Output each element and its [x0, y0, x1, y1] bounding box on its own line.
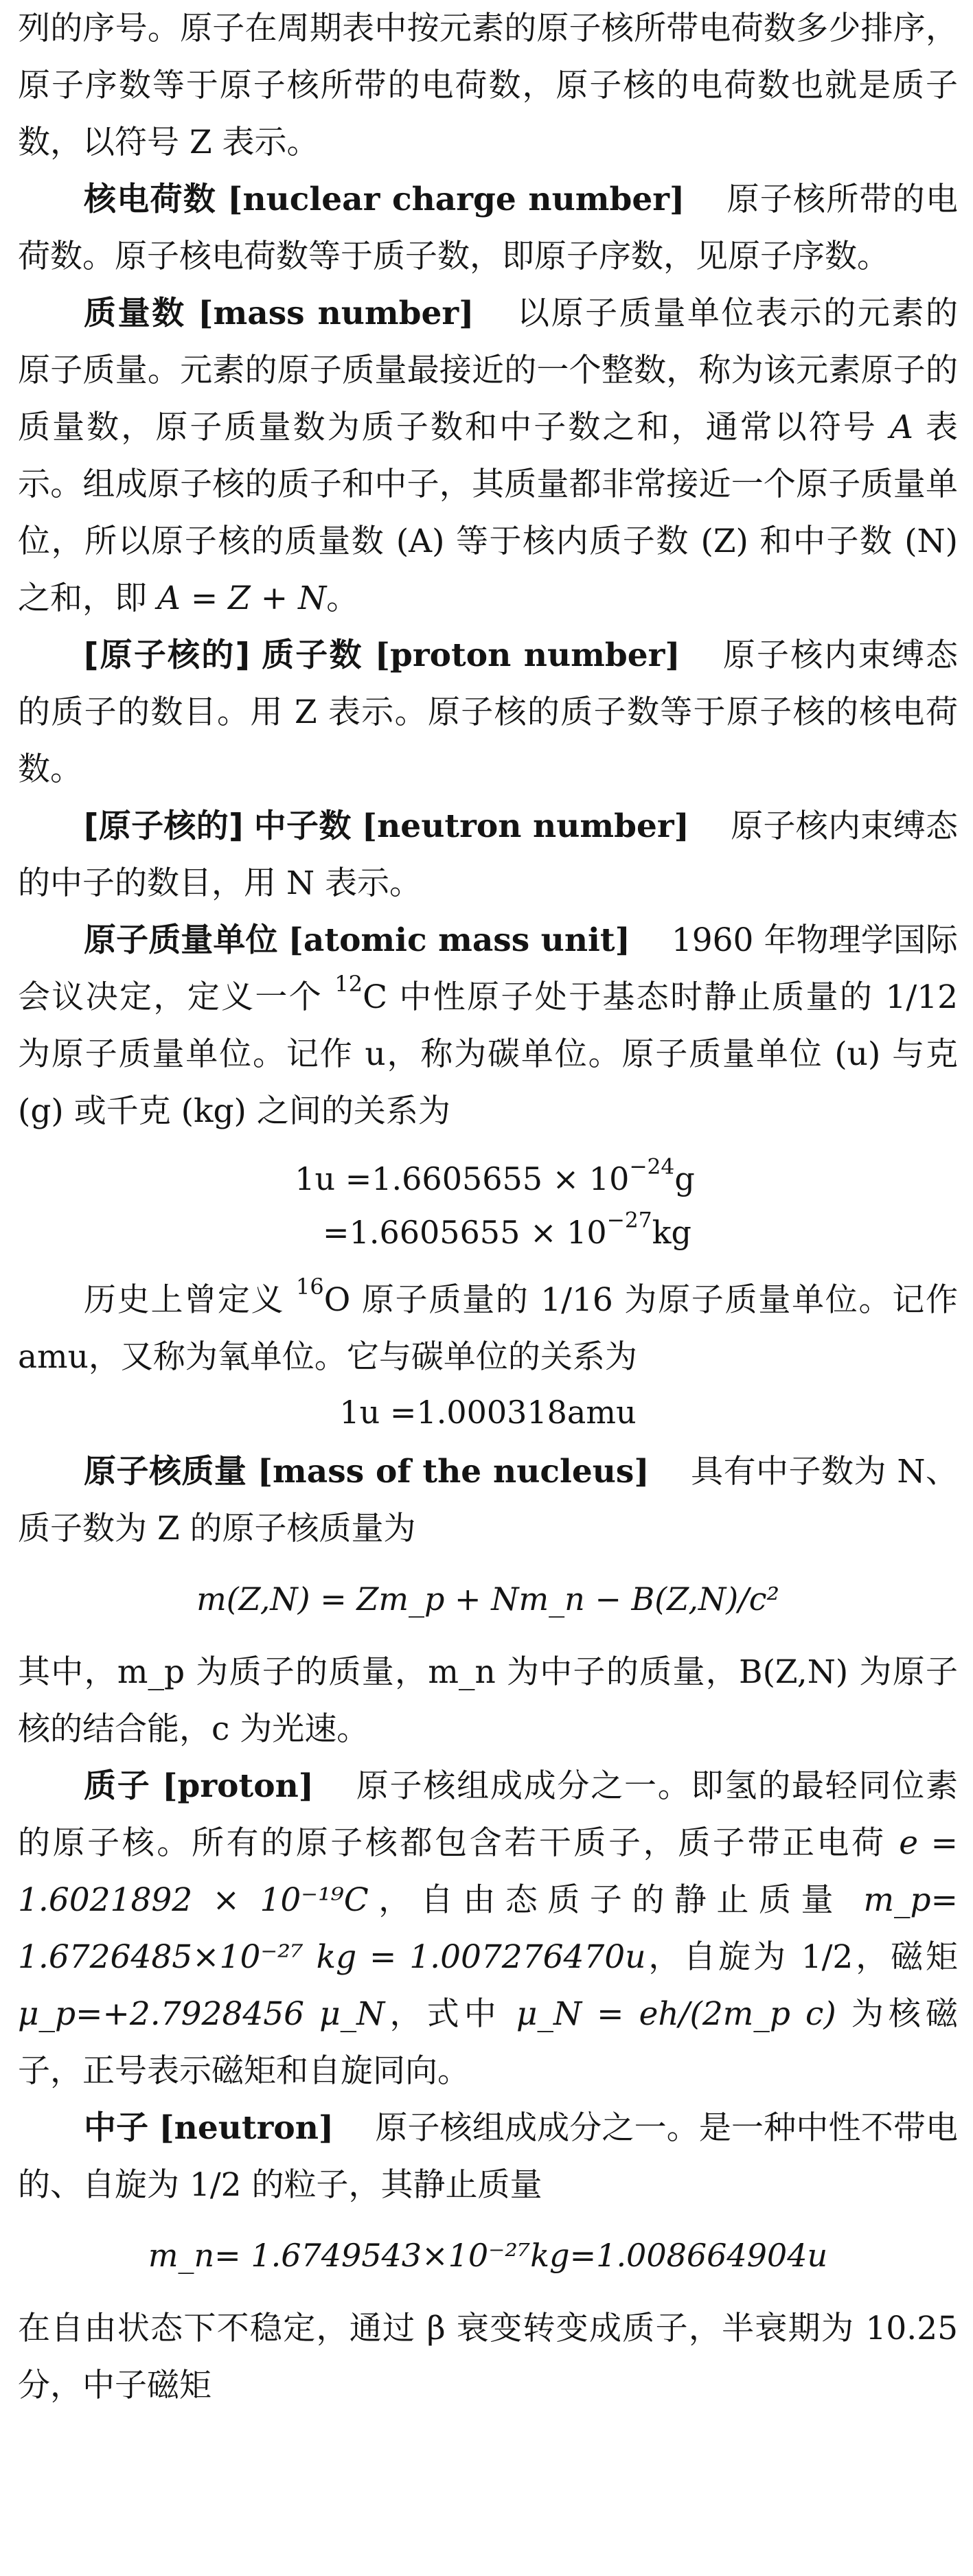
entry-nuclear-charge-number: [18, 171, 958, 285]
term-zh: 中子数: [253, 807, 352, 845]
term-en: [neutron number]: [361, 807, 689, 845]
isotope-mass-number: 16: [296, 1274, 324, 1300]
formula-neutron-mass: [18, 2229, 958, 2282]
entry-body-cont: ，式中: [385, 1995, 501, 2033]
formula-exponent: −24: [629, 1154, 675, 1180]
entry-body: 1960 年物理学国际会议决定，定义一个: [18, 921, 958, 1016]
entry-body: 原子核内束缚态的中子的数目，用 N 表示。: [18, 807, 958, 902]
punctuation: 。: [326, 579, 359, 617]
formula-u-grams: [18, 1152, 958, 1206]
neutron-tail-paragraph: [18, 2300, 958, 2414]
symbol-a: A: [890, 409, 913, 446]
term-zh: 原子质量单位: [84, 921, 278, 959]
formula-amu-relation: [18, 1385, 958, 1439]
nucleus-mass-explanation: [18, 1644, 958, 1758]
formula-lhs: =: [323, 1214, 350, 1251]
term-zh: 质子: [84, 1767, 151, 1805]
formula-unit: kg: [652, 1214, 691, 1251]
term-zh: 质子数: [262, 636, 363, 674]
formula-mantissa: 1.6605655 × 10: [371, 1160, 630, 1197]
formula-text: m_n= 1.6749543×10⁻²⁷kg=1.008664904u: [148, 2237, 828, 2274]
history-text-cont: 原子质量的 1/16 为原子质量单位。记作 amu，又称为氧单位。它与碳单位的关系为: [18, 1281, 958, 1376]
term-zh: 原子核质量: [84, 1453, 247, 1491]
formula-text: m(Z,N) = Zm_p + Nm_n − B(Z,N)/c²: [196, 1580, 779, 1618]
proton-magnetic-moment: μ_p=+2.7928456 μ_N: [18, 1995, 385, 2033]
term-zh: 质量数: [84, 295, 186, 332]
proton-mass: m_p= 1.6726485×10⁻²⁷ kg = 1.007276470u: [18, 1881, 958, 1976]
term-zh-prefix: [原子核的]: [84, 636, 250, 674]
entry-body: 原子核内束缚态的质子的数目。用 Z 表示。原子核的质子数等于原子核的核电荷数。: [18, 636, 958, 788]
formula-nucleus-mass: [18, 1572, 958, 1626]
formula-unit: g: [674, 1160, 695, 1197]
entry-body: 原子核所带的电荷数。原子核电荷数等于质子数，即原子序数，见原子序数。: [18, 181, 958, 275]
entry-body-cont: 为核磁子，正号表示磁矩和自旋同向。: [18, 1995, 959, 2090]
tail-text: 在自由状态下不稳定，通过 β 衰变转变成质子，半衰期为 10.25 分，中子磁矩: [18, 2310, 958, 2404]
formula-text: 1u =1.000318amu: [339, 1394, 637, 1431]
entry-body-cont: ，自由态质子的静止质量: [368, 1881, 843, 1919]
entry-body: 原子核组成成分之一。是一种中性不带电的、自旋为 1/2 的粒子，其静止质量: [18, 2109, 959, 2204]
term-en: [proton number]: [374, 636, 680, 674]
term-en: [mass of the nucleus]: [257, 1453, 650, 1491]
entry-proton-number: [18, 627, 958, 798]
equation: A = Z + N: [157, 579, 327, 617]
formula-exponent: −27: [606, 1208, 652, 1233]
formula-u-kilograms: [18, 1206, 958, 1259]
intro-text: 列的序号。原子在周期表中按元素的原子核所带电荷数多少排序，原子序数等于原子核所带的电荷数，原子核的电荷数也就是质子数，以符号 Z 表示。: [18, 10, 958, 161]
entry-body: 具有中子数为 N、质子数为 Z 的原子核质量为: [18, 1453, 958, 1548]
element-symbol: O: [323, 1281, 351, 1319]
entry-body: 以原子质量单位表示的元素的原子质量。元素的原子质量最接近的一个整数，称为该元素原子的质量数，原子质量数为质子数和中子数之和，通常以符号: [18, 295, 959, 446]
entry-body-cont: ，自旋为 1/2，磁矩: [645, 1938, 958, 1976]
entry-nucleus-mass: [18, 1443, 958, 1557]
term-zh-prefix: [原子核的]: [84, 807, 244, 845]
entry-body: 原子核组成成分之一。即氢的最轻同位素的原子核。所有的原子核都包含若干质子，质子带正电荷: [18, 1767, 959, 1862]
entry-neutron-number: [18, 798, 958, 912]
entry-mass-number: [18, 285, 958, 627]
term-en: [proton]: [162, 1767, 314, 1805]
isotope-mass-number: 12: [334, 971, 363, 998]
element-symbol: C: [363, 978, 388, 1016]
entry-atomic-mass-unit: [18, 912, 958, 1140]
intro-paragraph: [18, 0, 958, 171]
entry-proton: [18, 1758, 958, 2100]
term-en: [mass number]: [198, 295, 474, 332]
history-text: 历史上曾定义: [84, 1281, 285, 1319]
proton-charge: e = 1.6021892 × 10⁻¹⁹C: [18, 1824, 958, 1919]
term-en: [atomic mass unit]: [288, 921, 630, 959]
term-zh: 核电荷数: [84, 181, 217, 218]
explanation-text: 其中，m_p 为质子的质量，m_n 为中子的质量，B(Z,N) 为原子核的结合能，c 为光速。: [18, 1653, 958, 1748]
term-en: [neutron]: [159, 2109, 334, 2147]
nuclear-magneton: μ_N = eh/(2m_p c): [516, 1995, 836, 2033]
formula-mantissa: 1.6605655 × 10: [349, 1214, 607, 1251]
term-zh: 中子: [84, 2109, 149, 2147]
formula-lhs: 1u =: [295, 1160, 372, 1197]
amu-history-paragraph: [18, 1272, 958, 1385]
term-en: [nuclear charge number]: [227, 181, 685, 218]
entry-body-cont: 中性原子处于基态时静止质量的 1/12 为原子质量单位。记作 u，称为碳单位。原子质量单位 (u) 与克 (g) 或千克 (kg) 之间的关系为: [18, 978, 959, 1130]
entry-body-cont: 表示。组成原子核的质子和中子，其质量都非常接近一个原子质量单位，所以原子核的质量数 (A) 等于核内质子数 (Z) 和中子数 (N) 之和，即: [18, 409, 958, 617]
entry-neutron: [18, 2100, 958, 2213]
